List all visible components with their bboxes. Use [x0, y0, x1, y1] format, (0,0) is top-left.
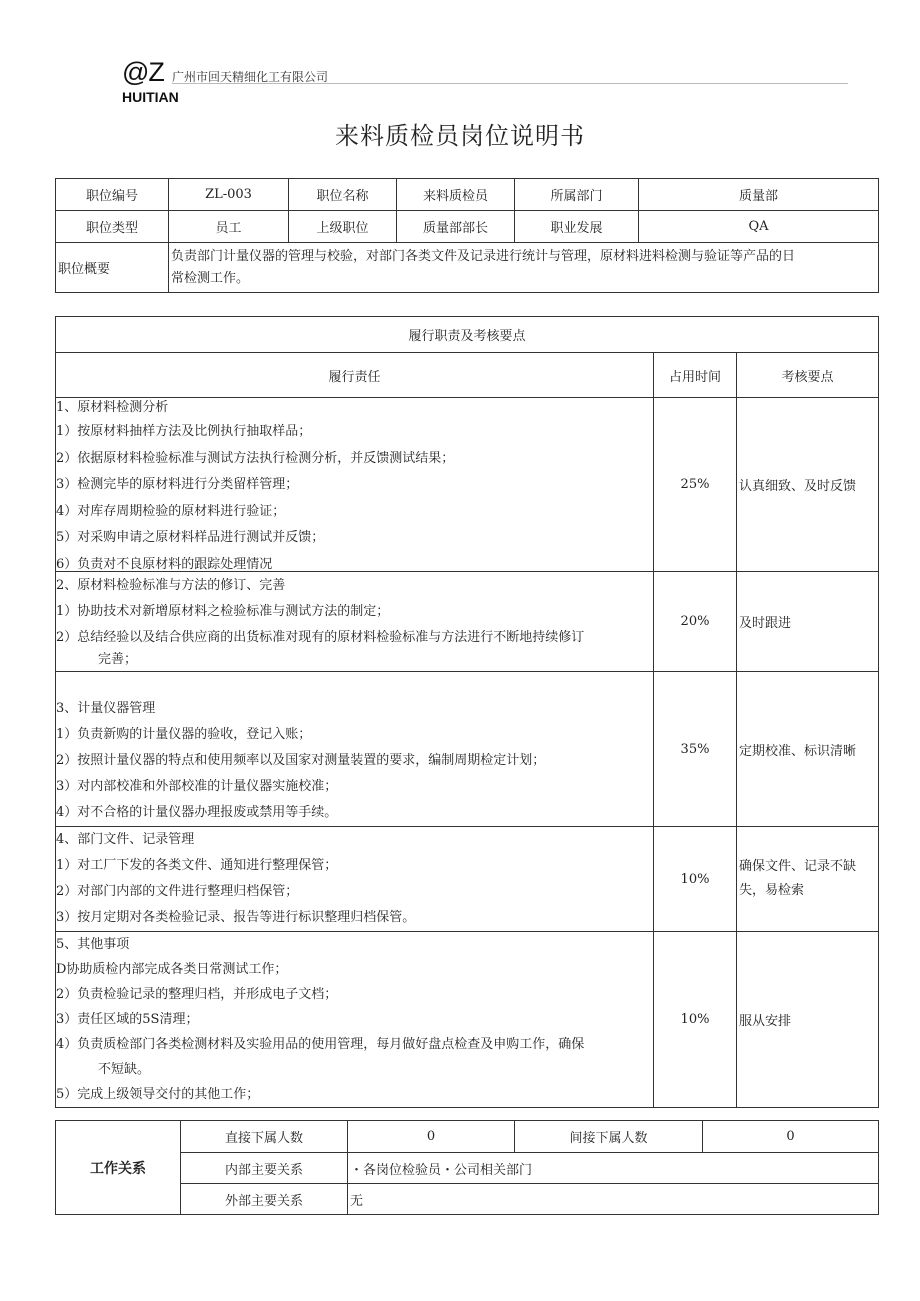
evaluation-point: 及时跟进	[737, 572, 879, 672]
summary-text	[169, 243, 879, 293]
duty-line: 1）协助技术对新增原材料之检验标准与测试方法的制定；	[56, 604, 390, 619]
job-type-value: 员工	[169, 211, 289, 243]
dept-value: 质量部	[639, 179, 879, 211]
evaluation-point: 服从安排	[737, 932, 879, 1108]
duty-line: 不短缺。	[98, 1062, 151, 1077]
job-id-label: 职位编号	[56, 179, 169, 211]
duty-section-1	[56, 398, 654, 572]
evaluation-point	[737, 827, 879, 932]
job-type-label: 职位类型	[56, 211, 169, 243]
duty-line: 1）按原材料抽样方法及比例执行抽取样品；	[56, 424, 312, 439]
duties-heading: 履行职责及考核要点	[56, 317, 879, 353]
duty-section-5	[56, 932, 654, 1108]
internal-relations-value: ・各岗位检验员・公司相关部门	[348, 1153, 879, 1184]
job-id-value: ZL-003	[169, 179, 289, 211]
duty-line: 3）检测完毕的原材料进行分类留样管理；	[56, 477, 299, 492]
duty-line: 1）对工厂下发的各类文件、通知进行整理保管；	[56, 858, 338, 873]
duty-line: 2）按照计量仪器的特点和使用频率以及国家对测量装置的要求，编制周期检定计划；	[56, 753, 546, 768]
duty-line: 4）负责质检部门各类检测材料及实验用品的使用管理，每月做好盘点检查及申购工作，确保	[56, 1037, 585, 1052]
duty-line: 4）对库存周期检验的原材料进行验证；	[56, 503, 286, 519]
duty-line: 6）负责对不良原材料的跟踪处理情况	[56, 556, 273, 571]
header-divider	[172, 83, 848, 84]
internal-relations-label: 内部主要关系	[181, 1153, 348, 1184]
duty-line: 2）总结经验以及结合供应商的出货标准对现有的原材料检验标准与方法进行不断地持续修订	[56, 630, 585, 645]
indirect-reports-value: 0	[703, 1121, 879, 1153]
summary-line: 负责部门计量仪器的管理与校验，对部门各类文件及记录进行统计与管理，原材料进料检测与验证等产品的日	[171, 248, 796, 264]
col-duty-header: 履行责任	[56, 353, 654, 398]
duty-line: 3）按月定期对各类检验记录、报告等进行标识整理归档保管。	[56, 910, 416, 925]
section-title: 4、部门文件、记录管理	[56, 832, 195, 847]
evaluation-line: 失，易检索	[739, 883, 805, 898]
career-label: 职业发展	[515, 211, 639, 243]
section-title: 5、其他事项	[56, 937, 130, 952]
job-name-label: 职位名称	[289, 179, 397, 211]
duty-section-1-body	[56, 398, 653, 571]
section-title: 2、原材料检验标准与方法的修订、完善	[56, 578, 286, 593]
duty-line: 3）责任区域的5S清理；	[56, 1012, 199, 1027]
col-time-header: 占用时间	[654, 353, 737, 398]
superior-value: 质量部部长	[397, 211, 515, 243]
time-share: 10%	[654, 827, 737, 932]
evaluation-point: 定期校准、标识清晰	[737, 672, 879, 827]
duty-section-3	[56, 672, 654, 827]
section-title: 3、计量仪器管理	[56, 701, 156, 716]
duty-line: 2）对部门内部的文件进行整理归档保管；	[56, 884, 299, 899]
duty-line: 1）负责新购的计量仪器的验收，登记入账；	[56, 727, 312, 742]
evaluation-line: 确保文件、记录不缺	[739, 859, 857, 874]
external-relations-value: 无	[348, 1184, 879, 1215]
section-title: 1、原材料检测分析	[56, 400, 169, 415]
duty-line: 5）完成上级领导交付的其他工作；	[56, 1087, 260, 1102]
duty-line: 5）对采购申请之原材料样品进行测试并反馈；	[56, 530, 325, 545]
page-title: 来料质检员岗位说明书	[335, 122, 585, 150]
work-relations-table	[55, 1120, 879, 1215]
time-share: 10%	[654, 932, 737, 1108]
duties-table	[55, 316, 879, 1108]
col-eval-header: 考核要点	[737, 353, 879, 398]
duty-line: 2）依据原材料检验标准与测试方法执行检测分析，并反馈测试结果；	[56, 450, 455, 466]
job-name-value: 来料质检员	[397, 179, 515, 211]
dept-label: 所属部门	[515, 179, 639, 211]
company-name: 广州市回天精细化工有限公司	[172, 70, 329, 84]
summary-line: 常检测工作。	[171, 270, 250, 286]
logo-mark: @Z	[122, 57, 164, 87]
direct-reports-value: 0	[348, 1121, 515, 1153]
duty-line: D协助质检内部完成各类日常测试工作；	[56, 962, 288, 977]
duty-section-2	[56, 572, 654, 672]
duty-section-4	[56, 827, 654, 932]
duty-line: 3）对内部校准和外部校准的计量仪器实施校准；	[56, 779, 338, 794]
job-info-table	[55, 178, 879, 293]
logo-name: HUITIAN	[122, 89, 179, 105]
indirect-reports-label: 间接下属人数	[515, 1121, 703, 1153]
career-value: QA	[639, 211, 879, 243]
duty-line: 4）对不合格的计量仪器办理报废或禁用等手续。	[56, 805, 338, 820]
work-relations-label: 工作关系	[56, 1121, 181, 1215]
time-share: 35%	[654, 672, 737, 827]
time-share: 20%	[654, 572, 737, 672]
direct-reports-label: 直接下属人数	[181, 1121, 348, 1153]
summary-label: 职位概要	[56, 243, 169, 293]
duty-line: 完善；	[98, 652, 138, 667]
time-share: 25%	[654, 398, 737, 572]
duty-line: 2）负责检验记录的整理归档，并形成电子文档；	[56, 987, 338, 1002]
external-relations-label: 外部主要关系	[181, 1184, 348, 1215]
superior-label: 上级职位	[289, 211, 397, 243]
evaluation-point: 认真细致、及时反馈	[737, 398, 879, 572]
